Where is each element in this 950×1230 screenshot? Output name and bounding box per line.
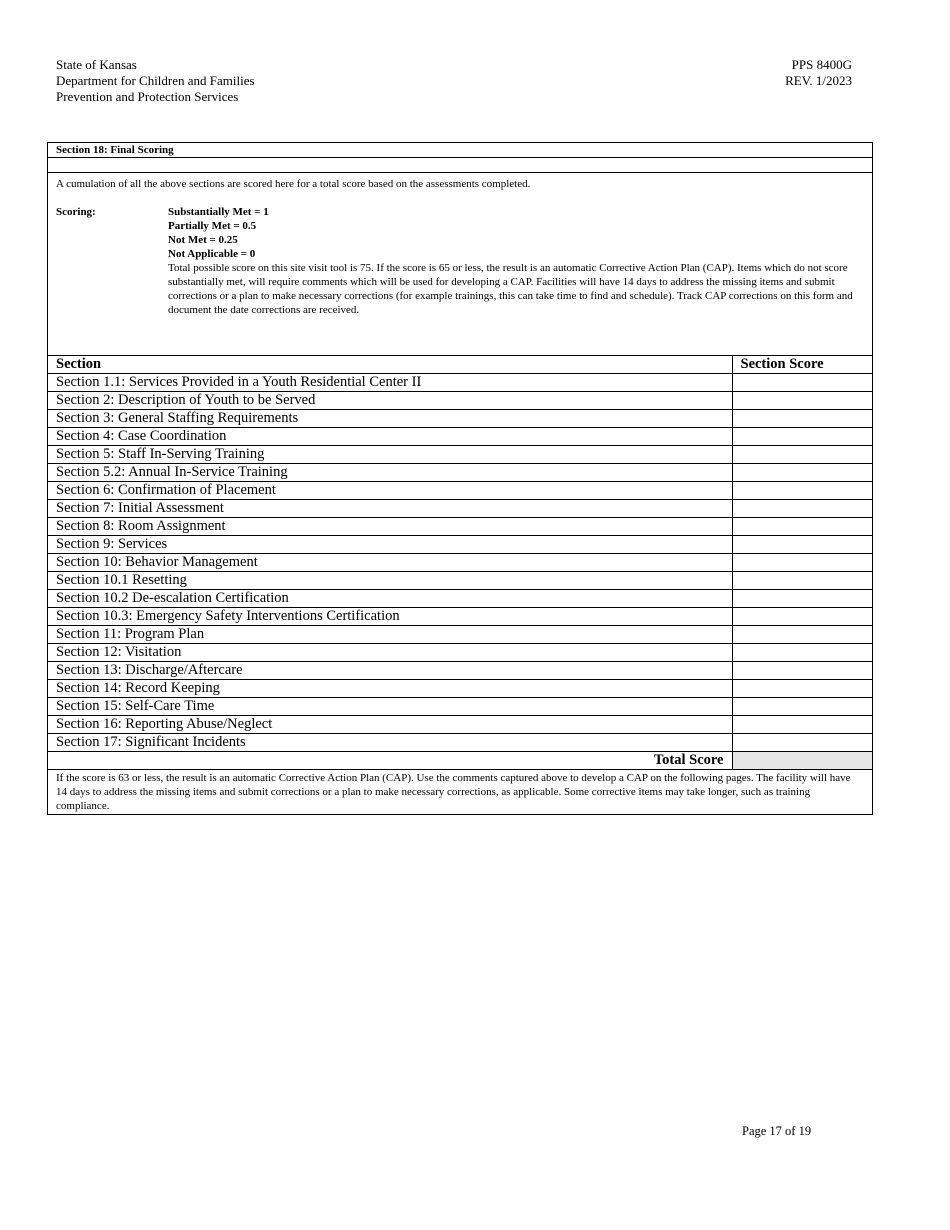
table-row [48,518,872,536]
header-division: Prevention and Protection Services [56,89,239,104]
section-name-cell: Section 10.1 Resetting [48,572,732,590]
total-score-row [48,752,872,770]
table-row [48,392,872,410]
total-score-label: Total Score [48,752,732,770]
scoring-explanation: Total possible score on this site visit tool is 75. If the score is 65 or less, the result is an automatic Corrective Action Plan (CAP). Items which do not score substantially met, will require comments which will be used for developing a CAP. Facilities will have 14 days to address the missing items and submit corrections or a plan to make necessary corrections (for example trainings, this can take time to find and schedule). Track CAP corrections on this form and document the date corrections are received. [168,262,853,316]
header-form-id-block [785,57,852,89]
score-rows [48,374,872,770]
header-section-score: Section Score [732,356,872,374]
section-name-cell: Section 9: Services [48,536,732,554]
table-row [48,374,872,392]
section-name-cell: Section 14: Record Keeping [48,680,732,698]
table-row [48,428,872,446]
section-name-cell: Section 11: Program Plan [48,626,732,644]
section-name-cell: Section 10: Behavior Management [48,554,732,572]
section-score-cell[interactable] [732,734,872,752]
scale-not-met: Not Met = 0.25 [168,234,238,246]
table-row [48,698,872,716]
section-score-cell[interactable] [732,500,872,518]
section-name-cell: Section 6: Confirmation of Placement [48,482,732,500]
section-name-cell: Section 8: Room Assignment [48,518,732,536]
table-row [48,482,872,500]
table-row [48,464,872,482]
section-score-cell[interactable] [732,410,872,428]
table-row [48,446,872,464]
scale-substantially-met: Substantially Met = 1 [168,206,269,218]
cap-note: If the score is 63 or less, the result is an automatic Corrective Action Plan (CAP). Use the comments captured above to develop a CAP on the following pages. The facility will have 14 days to address the missing items and submit corrections or a plan to make necessary corrections, as applicable. Some corrective items may take longer, such as training compliance. [56,772,851,812]
table-row [48,608,872,626]
section-score-cell[interactable] [732,680,872,698]
section-name-cell: Section 3: General Staffing Requirements [48,410,732,428]
section-name-cell: Section 10.3: Emergency Safety Interventions Certification [48,608,732,626]
section-score-cell[interactable] [732,644,872,662]
header-department: Department for Children and Families [56,73,255,88]
section-title: Section 18: Final Scoring [48,143,872,158]
section-score-cell[interactable] [732,572,872,590]
section-name-cell: Section 12: Visitation [48,644,732,662]
table-row [48,626,872,644]
table-row [48,716,872,734]
table-row [48,500,872,518]
table-row [48,590,872,608]
section-score-cell[interactable] [732,626,872,644]
section-score-cell[interactable] [732,590,872,608]
table-row [48,734,872,752]
header-state: State of Kansas [56,57,137,72]
section-score-cell[interactable] [732,518,872,536]
section-score-cell[interactable] [732,464,872,482]
section-score-cell[interactable] [732,374,872,392]
scoring-instructions [48,173,872,356]
section-score-cell[interactable] [732,716,872,734]
section-score-cell[interactable] [732,662,872,680]
section-name-cell: Section 10.2 De-escalation Certification [48,590,732,608]
intro-text: A cumulation of all the above sections are scored here for a total score based on the assessments completed. [56,178,531,190]
table-row [48,644,872,662]
section-score-table [48,356,872,770]
scoring-label: Scoring: [56,206,96,218]
section-score-cell[interactable] [732,482,872,500]
section-name-cell: Section 17: Significant Incidents [48,734,732,752]
section-score-cell[interactable] [732,428,872,446]
section-name-cell: Section 1.1: Services Provided in a Youth Residential Center II [48,374,732,392]
section-score-cell[interactable] [732,608,872,626]
table-row [48,662,872,680]
header-form-number: PPS 8400G [791,57,852,72]
section-name-cell: Section 13: Discharge/Aftercare [48,662,732,680]
section-name-cell: Section 15: Self-Care Time [48,698,732,716]
section-name-cell: Section 2: Description of Youth to be Served [48,392,732,410]
scoring-block [56,205,864,317]
table-row [48,572,872,590]
table-header-row [48,356,872,374]
scale-not-applicable: Not Applicable = 0 [168,248,256,260]
section-score-cell[interactable] [732,392,872,410]
spacer-row [48,158,872,173]
section-score-cell[interactable] [732,446,872,464]
header-agency-block [56,57,255,105]
table-row [48,410,872,428]
section-score-cell[interactable] [732,698,872,716]
final-scoring-form [47,142,873,815]
page-number: Page 17 of 19 [742,1124,812,1138]
section-name-cell: Section 16: Reporting Abuse/Neglect [48,716,732,734]
section-name-cell: Section 4: Case Coordination [48,428,732,446]
section-score-cell[interactable] [732,536,872,554]
header-revision: REV. 1/2023 [785,73,852,88]
section-name-cell: Section 5: Staff In-Serving Training [48,446,732,464]
scale-partially-met: Partially Met = 0.5 [168,220,257,232]
total-score-cell[interactable] [732,752,872,770]
section-score-cell[interactable] [732,554,872,572]
table-row [48,536,872,554]
section-name-cell: Section 7: Initial Assessment [48,500,732,518]
scoring-body [168,205,864,317]
header-section: Section [48,356,732,374]
section-name-cell: Section 5.2: Annual In-Service Training [48,464,732,482]
table-row [48,680,872,698]
table-row [48,554,872,572]
